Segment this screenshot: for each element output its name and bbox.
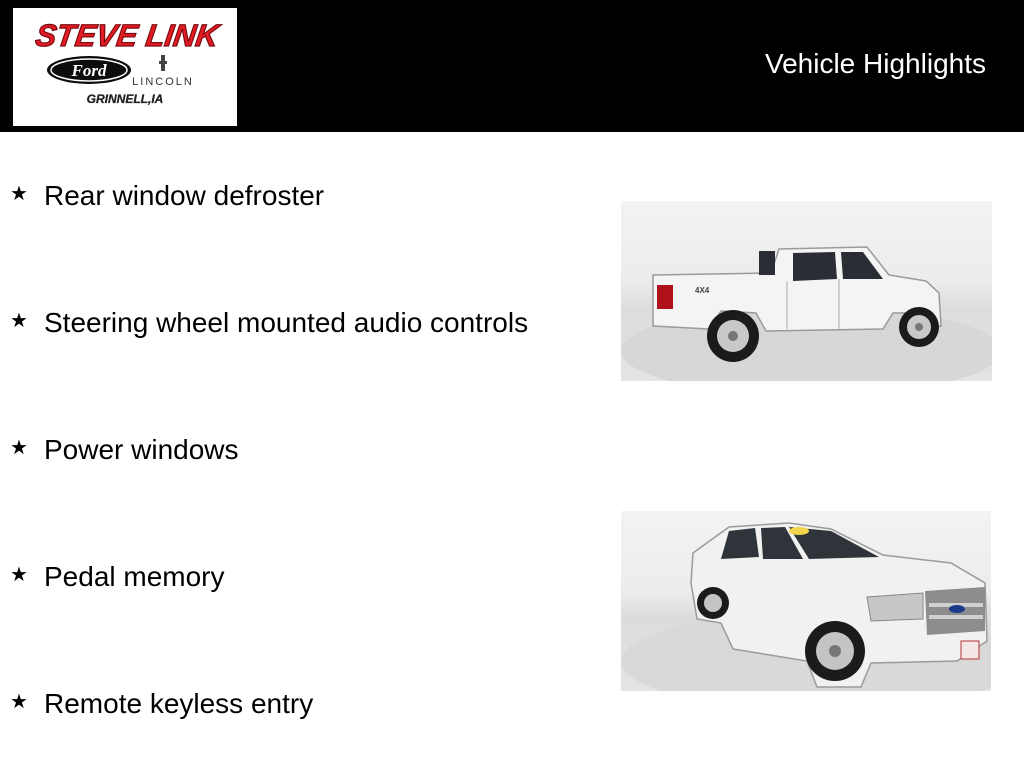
svg-text:STEVE LINK: STEVE LINK [33,18,221,53]
star-icon: ★ [10,689,28,713]
page-title: Vehicle Highlights [764,48,986,79]
svg-text:GRINNELL,IA: GRINNELL,IA [86,92,164,106]
list-item [10,180,324,212]
feature-label: Pedal memory [44,561,225,592]
truck-side-photo [621,201,992,381]
list-item [10,561,225,593]
truck-front-photo [621,511,991,691]
feature-label: Rear window defroster [44,180,325,211]
svg-text:LINCOLN: LINCOLN [132,76,194,88]
list-item [10,434,239,466]
feature-label: Steering wheel mounted audio controls [44,307,529,338]
svg-text:4X4: 4X4 [695,286,710,295]
svg-text:Ford: Ford [71,61,107,80]
star-icon: ★ [10,181,28,205]
star-icon: ★ [10,308,28,332]
star-icon: ★ [10,562,28,586]
feature-label: Remote keyless entry [44,688,314,719]
list-item [10,307,528,339]
star-icon: ★ [10,435,28,459]
header-bar [0,0,1024,132]
feature-label: Power windows [44,434,239,465]
dealer-logo [13,8,237,126]
list-item [10,688,313,720]
